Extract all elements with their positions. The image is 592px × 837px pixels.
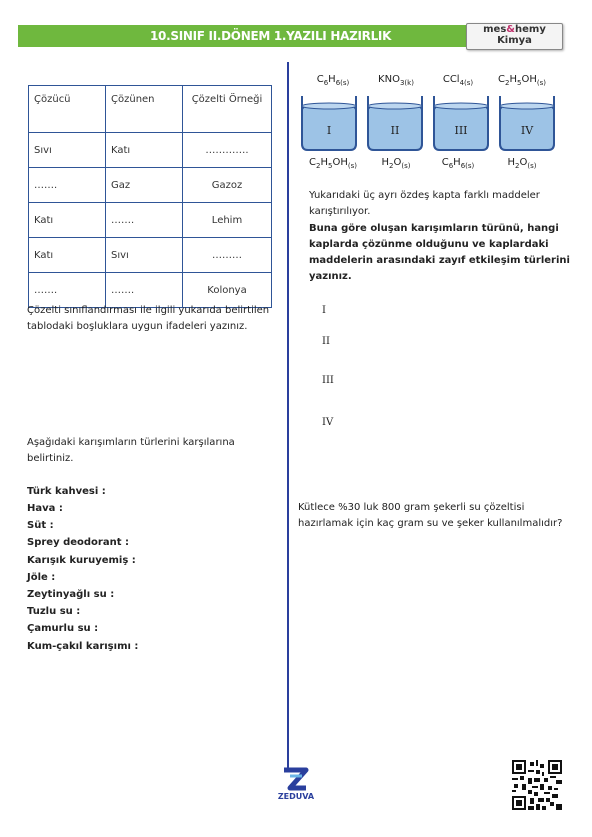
brand-part2: hemy <box>515 24 546 35</box>
table-header-row <box>29 86 272 133</box>
bottom-formula: $C_2H_5OH_{(s)}$ <box>309 157 357 170</box>
table-cell: ……. <box>29 273 106 308</box>
top-formula: $KNO_{3(k)}$ <box>378 74 414 87</box>
mixture-item: Sprey deodorant : <box>27 537 129 548</box>
bottom-formula: $H_2O_{(s)}$ <box>507 157 537 170</box>
question-1-text: Çözelti sınıflandırması ile ilgili yukarıda belirtilen tablodaki boşluklara uygun ifadeleri yazınız. <box>27 305 270 332</box>
top-formula: $C_2H_5OH_{(s)}$ <box>498 74 546 87</box>
bottom-formula: $C_6H_{6(s)}$ <box>441 157 475 170</box>
answer-label: IV <box>322 417 334 428</box>
table-cell: Katı <box>29 238 106 273</box>
mixture-item: Çamurlu su : <box>27 623 99 634</box>
beaker-1 <box>302 96 356 150</box>
brand-accent: & <box>506 24 516 35</box>
table-cell: Kolonya <box>183 273 272 308</box>
beaker-3 <box>434 96 488 150</box>
table-header-cell: Çözelti Örneği <box>183 86 272 133</box>
table-cell: Katı <box>106 133 183 168</box>
table-cell: Sıvı <box>106 238 183 273</box>
table-cell: ……. <box>29 168 106 203</box>
zeduva-logo-text: ZEDUVA <box>277 792 315 801</box>
qr-code-icon <box>512 760 562 810</box>
question-3-intro: Yukarıdaki üç ayrı özdeş kapta farklı maddeler karıştırılıyor. <box>309 190 540 217</box>
table-cell: Gazoz <box>183 168 272 203</box>
mixture-item: Jöle : <box>27 572 56 583</box>
question-3-prompt: Buna göre oluşan karışımların türünü, hangi kaplarda çözünme olduğunu ve kaplardaki maddelerin arasındaki zayıf etkileşim türlerini yazınız. <box>309 223 570 282</box>
table-header-cell: Çözücü <box>29 86 106 133</box>
table-row <box>29 168 272 203</box>
table-row <box>29 133 272 168</box>
top-formula: CCl$_{4(s)}$ <box>442 74 474 87</box>
table-row <box>29 203 272 238</box>
beaker-label: III <box>454 124 468 137</box>
mixture-item: Zeytinyağlı su : <box>27 589 115 600</box>
beaker-label: IV <box>520 124 534 137</box>
brand-subtitle: Kimya <box>497 35 532 46</box>
mixture-item: Süt : <box>27 520 54 531</box>
page-title: 10.SINIF II.DÖNEM 1.YAZILI HAZIRLIK <box>150 29 392 43</box>
mixture-item: Kum-çakıl karışımı : <box>27 641 139 652</box>
question-4-text: Kütlece %30 luk 800 gram şekerli su çözeltisi hazırlamak için kaç gram su ve şeker kullanılmalıdır? <box>298 502 563 529</box>
brand-part1: mes <box>483 24 507 35</box>
top-formula: $C_6H_{6(s)}$ <box>316 74 350 87</box>
table-cell: ……. <box>106 203 183 238</box>
table-cell: ……… <box>183 238 272 273</box>
table-row <box>29 238 272 273</box>
solution-table <box>28 85 272 308</box>
table-header-cell: Çözünen <box>106 86 183 133</box>
beaker-label: I <box>326 124 332 137</box>
table-cell: …………. <box>183 133 272 168</box>
table-cell: Katı <box>29 203 106 238</box>
answer-label: II <box>322 336 330 347</box>
column-divider <box>287 62 289 772</box>
answer-label: III <box>322 375 334 386</box>
mixture-item: Tuzlu su : <box>27 606 81 617</box>
table-cell: ……. <box>106 273 183 308</box>
mixture-item: Karışık kuruyemiş : <box>27 555 136 566</box>
answer-label: I <box>322 305 326 316</box>
mixture-item: Hava : <box>27 503 63 514</box>
bottom-formula: $H_2O_{(s)}$ <box>381 157 411 170</box>
table-cell: Gaz <box>106 168 183 203</box>
table-cell: Sıvı <box>29 133 106 168</box>
table-cell: Lehim <box>183 203 272 238</box>
beakers-diagram <box>300 92 560 154</box>
question-2-prompt: Aşağıdaki karışımların türlerini karşılarına belirtiniz. <box>27 437 235 464</box>
beaker-2 <box>368 96 422 150</box>
mixture-item: Türk kahvesi : <box>27 486 106 497</box>
beaker-4 <box>500 96 554 150</box>
beaker-label: II <box>390 124 400 137</box>
brand-logo <box>466 23 563 50</box>
